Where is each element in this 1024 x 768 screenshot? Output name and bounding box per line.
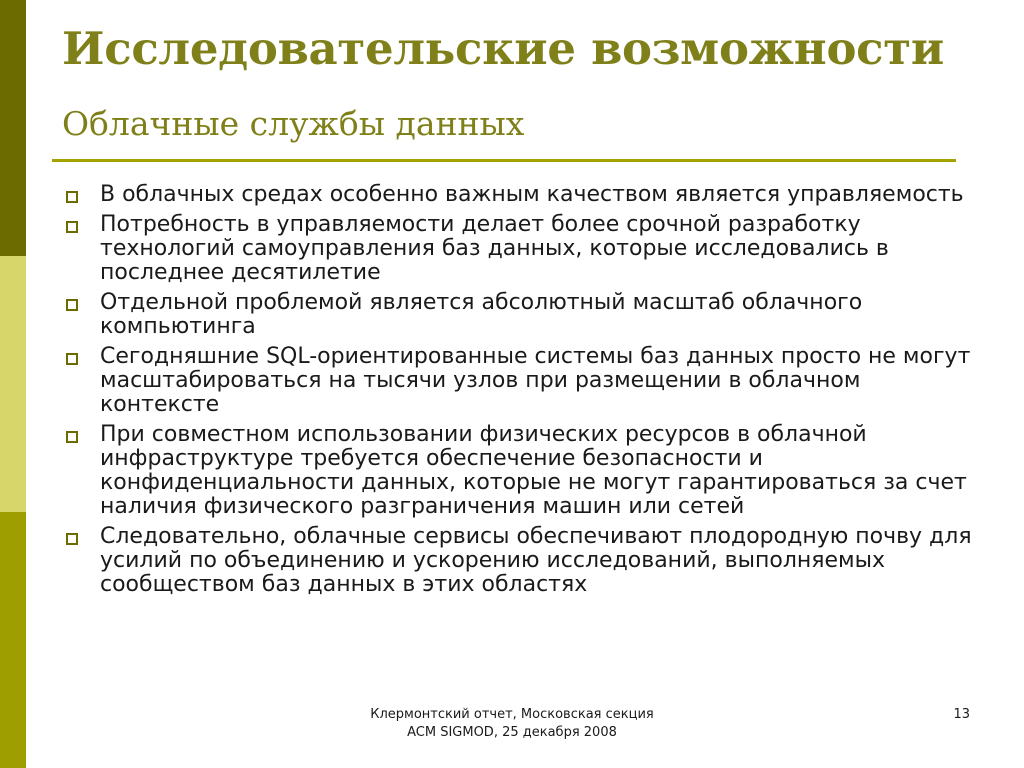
footer-line-2: ACM SIGMOD, 25 декабря 2008 [407, 725, 617, 740]
footer-line-1: Клермонтский отчет, Московская секция [370, 707, 654, 722]
hollow-square-icon [66, 191, 78, 203]
bullet-text: Потребность в управляемости делает более срочной разработку технологий самоуправления баз данных, которые исследовались в последнее десятилетие [100, 212, 889, 285]
sidebar-segment-top [0, 0, 26, 256]
bullet-item [64, 525, 974, 597]
hollow-square-icon [66, 353, 78, 365]
bullet-text: Сегодняшние SQL-ориентированные системы баз данных просто не могут масштабироваться на тысячи узлов при размещении в облачном контексте [100, 344, 971, 417]
bullet-item [64, 213, 974, 285]
sidebar-segment-bottom [0, 512, 26, 768]
sidebar-decoration [0, 0, 26, 768]
hollow-square-icon [66, 431, 78, 443]
hollow-square-icon [66, 299, 78, 311]
bullet-item [64, 183, 974, 207]
bullet-item [64, 291, 974, 339]
bullet-text: В облачных средах особенно важным качеством является управляемость [100, 182, 964, 207]
bullet-item [64, 423, 974, 519]
bullet-text: Отдельной проблемой является абсолютный масштаб облачного компьютинга [100, 290, 863, 339]
hollow-square-icon [66, 221, 78, 233]
bullet-list [64, 183, 974, 603]
hollow-square-icon [66, 533, 78, 545]
slide-title: Исследовательские возможности [62, 22, 944, 75]
footer-caption [312, 706, 712, 742]
bullet-text: При совместном использовании физических ресурсов в облачной инфраструктуре требуется обеспечение безопасности и конфиденциальности данных, которые не могут гарантироваться за счет наличия физического разграничения машин или сетей [100, 422, 967, 519]
bullet-text: Следовательно, облачные сервисы обеспечивают плодородную почву для усилий по объединению и ускорению исследований, выполняемых сообществом баз данных в этих областях [100, 524, 972, 597]
page-number: 13 [953, 707, 970, 722]
slide-subtitle: Облачные службы данных [62, 104, 525, 143]
title-divider [52, 159, 956, 162]
bullet-item [64, 345, 974, 417]
sidebar-segment-middle [0, 256, 26, 512]
